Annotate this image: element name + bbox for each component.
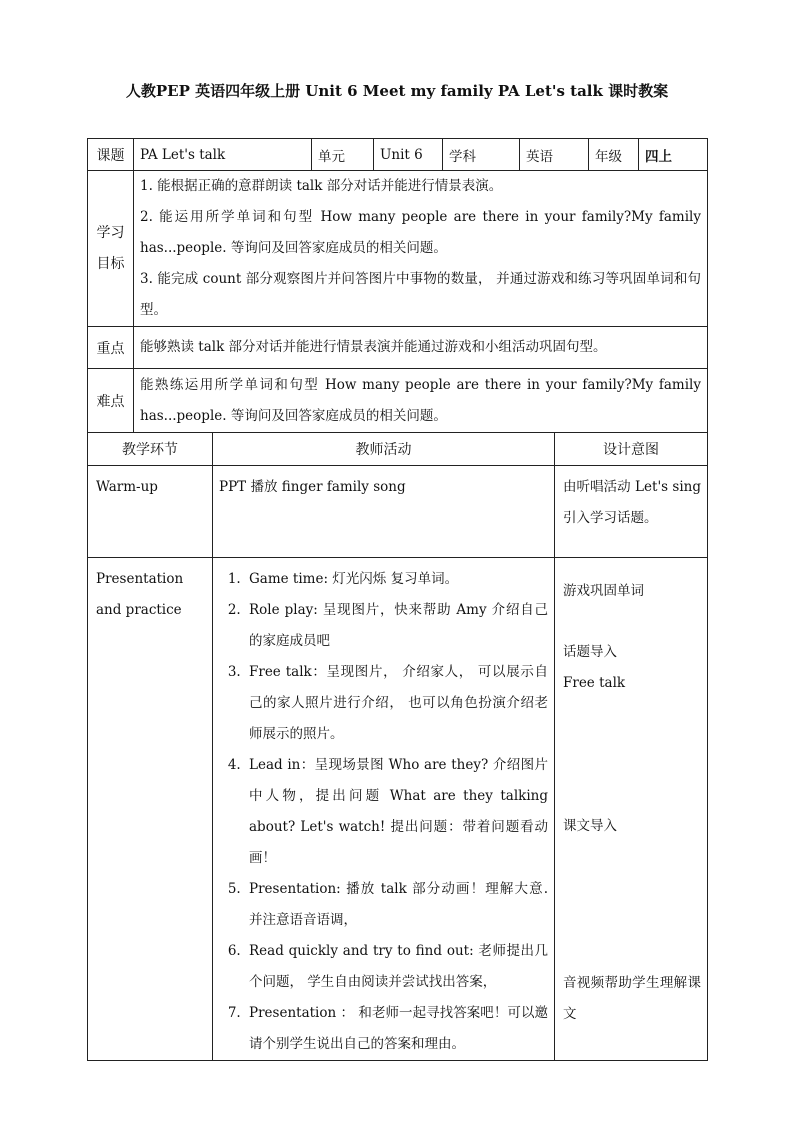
lesson-info-table: [87, 138, 708, 433]
difficulty-row: [88, 369, 708, 433]
warmup-stage: Warm-up: [88, 466, 213, 558]
intent-item: 音视频帮助学生理解课文: [563, 975, 701, 1022]
intent-item: 课文导入: [563, 818, 617, 834]
difficulty-content: [134, 369, 708, 433]
activity-item: 3. Free talk：呈现图片， 介绍家人， 可以展示自己的家人照片进行介绍， 也可以角色扮演介绍老师展示的照片。: [245, 657, 548, 750]
unit-label: 单元: [312, 139, 374, 171]
teaching-process-table: [87, 432, 708, 1061]
objectives-row: [88, 171, 708, 327]
activity-item: 2. Role play: 呈现图片，快来帮助 Amy 介绍自己的家庭成员吧: [245, 595, 548, 657]
activity-item: 1. Game time: 灯光闪烁 复习单词。: [245, 564, 548, 595]
info-row: [88, 139, 708, 171]
objectives-content: [134, 171, 708, 327]
activity-item: 5. Presentation: 播放 talk 部分动画！理解大意. 并注意语音语调，: [245, 874, 548, 936]
header-intent: 设计意图: [555, 433, 708, 466]
objective-item: 3. 能完成 count 部分观察图片并问答图片中事物的数量， 并通过游戏和练习等巩固单词和句型。: [140, 271, 701, 318]
key-point-text: 能够熟读 talk 部分对话并能进行情景表演并能通过游戏和小组活动巩固句型。: [140, 339, 607, 355]
presentation-activities: [213, 558, 555, 1061]
subject-label: 学科: [443, 139, 520, 171]
difficulty-text: 能熟练运用所学单词和句型 How many people are there in your family?My family has...people. 等询问及回答家庭成员的相关问题。: [140, 376, 701, 424]
key-point-row: [88, 327, 708, 369]
intent-item: Free talk: [563, 675, 626, 691]
presentation-intents: [555, 558, 708, 1061]
topic-value: PA Let's talk: [134, 139, 312, 171]
key-point-label: 重点: [88, 327, 134, 369]
header-activity: 教师活动: [213, 433, 555, 466]
grade-value: 四上: [639, 139, 708, 171]
presentation-stage: Presentation and practice: [88, 558, 213, 1061]
subject-value: 英语: [520, 139, 589, 171]
document-title: 人教PEP 英语四年级上册 Unit 6 Meet my family PA Let's talk 课时教案: [125, 82, 669, 100]
warmup-activity: PPT 播放 finger family song: [213, 466, 555, 558]
presentation-row: [88, 558, 708, 1061]
unit-value: Unit 6: [374, 139, 443, 171]
activity-list: [219, 564, 548, 1060]
grade-label: 年级: [589, 139, 639, 171]
activity-item: 7. Presentation ： 和老师一起寻找答案吧！可以邀请个别学生说出自己的答案和理由。: [245, 998, 548, 1060]
difficulty-label: 难点: [88, 369, 134, 433]
objectives-label: 学习目标: [88, 171, 134, 327]
warmup-row: [88, 466, 708, 558]
activity-item: 6. Read quickly and try to find out: 老师提出几个问题， 学生自由阅读并尝试找出答案，: [245, 936, 548, 998]
objective-item: 2. 能运用所学单词和句型 How many people are there in your family?My family has...people. 等询问及回答家庭成员的相关问题。: [140, 209, 701, 256]
warmup-intent: 由听唱活动 Let's sing 引入学习话题。: [555, 466, 708, 558]
activity-item: 4. Lead in：呈现场景图 Who are they? 介绍图片中人物，提出问题 What are they talking about? Let's watch! 提出问题：带着问题看动画！: [245, 750, 548, 874]
objective-item: 1. 能根据正确的意群朗读 talk 部分对话并能进行情景表演。: [140, 178, 503, 194]
topic-label: 课题: [88, 139, 134, 171]
header-stage: 教学环节: [88, 433, 213, 466]
process-header-row: [88, 433, 708, 466]
intent-item: 话题导入: [563, 644, 617, 660]
intent-item: 游戏巩固单词: [563, 583, 644, 599]
key-point-content: [134, 327, 708, 369]
